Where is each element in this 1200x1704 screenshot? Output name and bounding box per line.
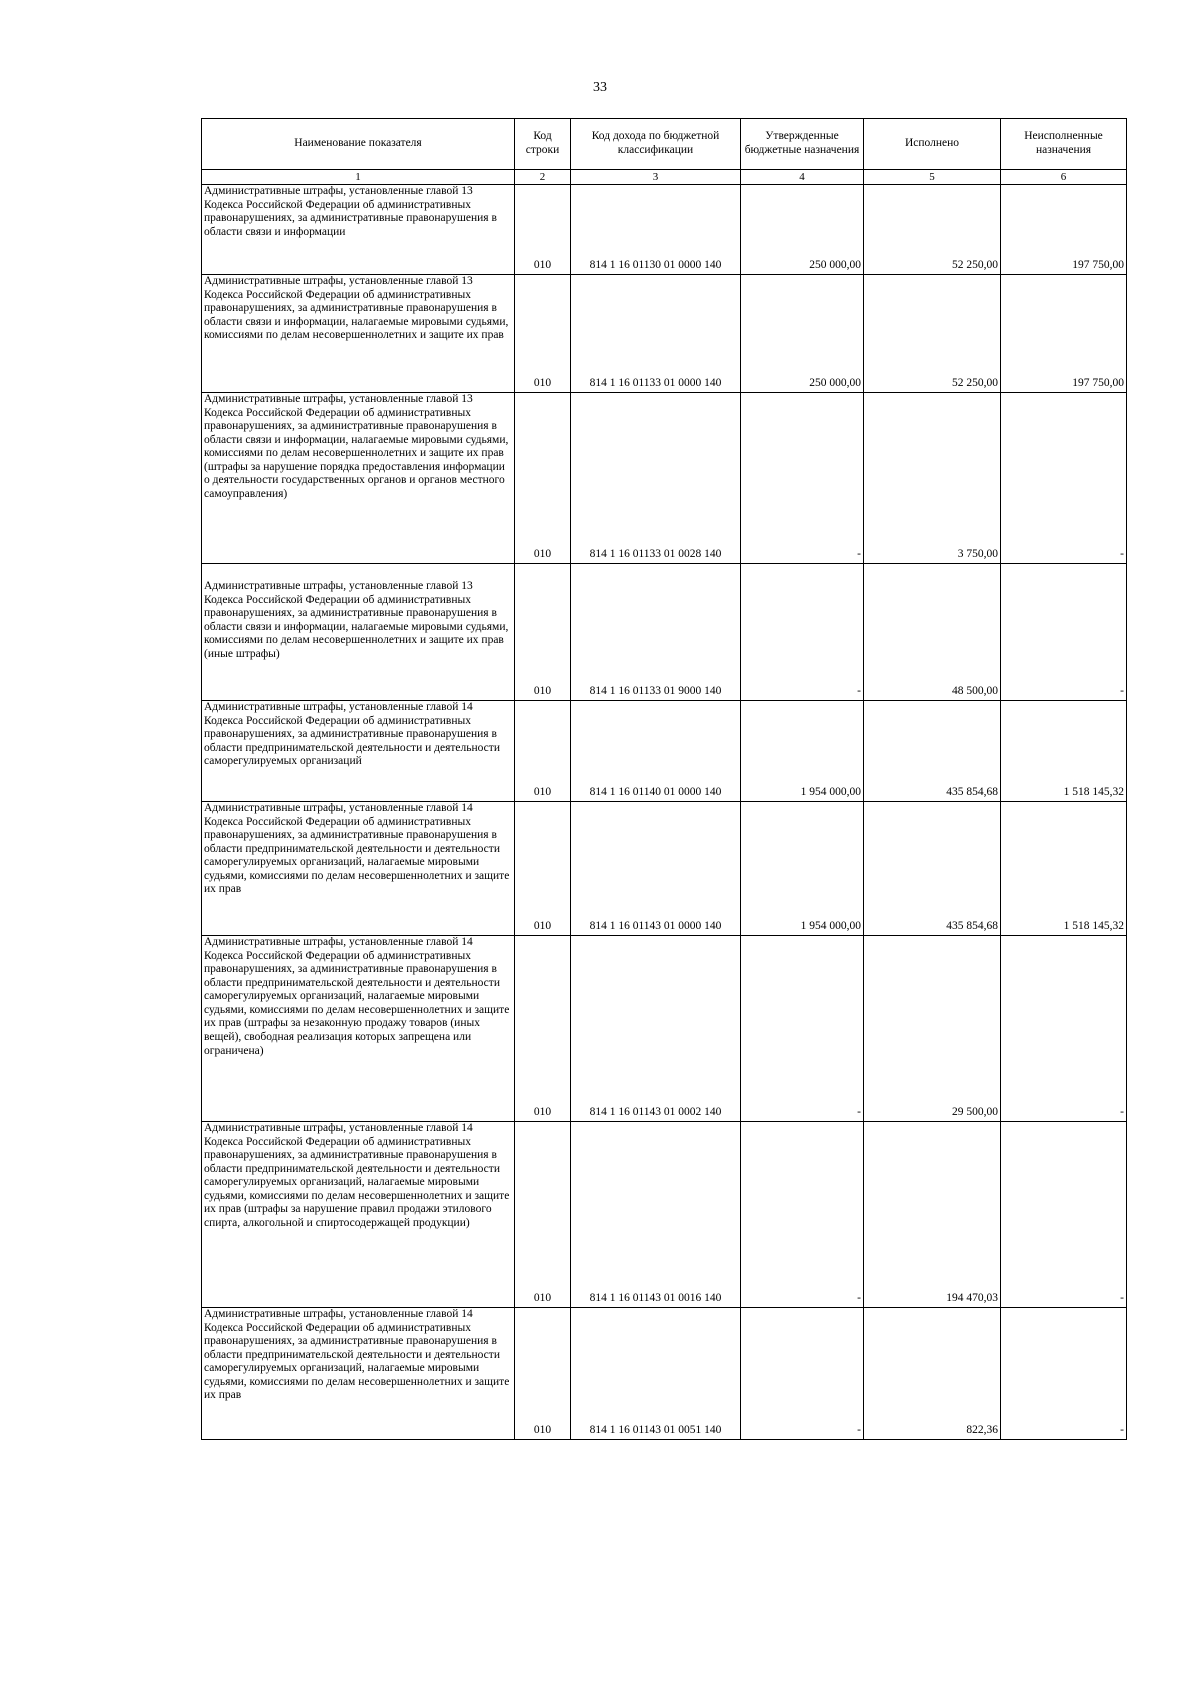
row-income-code: 814 1 16 01133 01 9000 140 [571, 564, 741, 701]
column-number: 1 [202, 170, 515, 185]
row-unexecuted: 197 750,00 [1001, 185, 1127, 275]
table-row [202, 1122, 1127, 1308]
row-approved: - [741, 393, 864, 564]
row-executed: 435 854,68 [864, 701, 1001, 802]
budget-execution-table [201, 118, 1127, 1440]
header-executed: Исполнено [864, 119, 1001, 170]
row-name: Административные штрафы, установленные главой 14 Кодекса Российской Федерации об административных правонарушениях, за административные правонарушения в области предпринимательской деятельности и деятельности саморегулируемых организаций, налагаемые мировыми судьями, комиссиями по делам несовершеннолетних и защите их прав (штрафы за незаконную продажу товаров (иных вещей), свободная реализация которых запрещена или ограничена) [202, 936, 515, 1122]
row-unexecuted: - [1001, 393, 1127, 564]
header-income-code: Код дохода по бюджетной классификации [571, 119, 741, 170]
row-unexecuted: - [1001, 564, 1127, 701]
column-number: 3 [571, 170, 741, 185]
row-approved: 1 954 000,00 [741, 802, 864, 936]
row-unexecuted: - [1001, 1122, 1127, 1308]
row-name: Административные штрафы, установленные главой 14 Кодекса Российской Федерации об административных правонарушениях, за административные правонарушения в области предпринимательской деятельности и деятельности саморегулируемых организаций, налагаемые мировыми судьями, комиссиями по делам несовершеннолетних и защите их прав [202, 802, 515, 936]
row-income-code: 814 1 16 01143 01 0002 140 [571, 936, 741, 1122]
row-income-code: 814 1 16 01143 01 0051 140 [571, 1308, 741, 1440]
row-income-code: 814 1 16 01143 01 0016 140 [571, 1122, 741, 1308]
table-row [202, 185, 1127, 275]
row-code: 010 [515, 802, 571, 936]
row-name: Административные штрафы, установленные главой 14 Кодекса Российской Федерации об административных правонарушениях, за административные правонарушения в области предпринимательской деятельности и деятельности саморегулируемых организаций, налагаемые мировыми судьями, комиссиями по делам несовершеннолетних и защите их прав (штрафы за нарушение правил продажи этилового спирта, алкогольной и спиртосодержащей продукции) [202, 1122, 515, 1308]
row-name: Административные штрафы, установленные главой 13 Кодекса Российской Федерации об административных правонарушениях, за административные правонарушения в области связи и информации, налагаемые мировыми судьями, комиссиями по делам несовершеннолетних и защите их прав (штрафы за нарушение порядка предоставления информации о деятельности государственных органов и органов местного самоуправления) [202, 393, 515, 564]
row-approved: - [741, 1308, 864, 1440]
row-unexecuted: 197 750,00 [1001, 275, 1127, 393]
row-income-code: 814 1 16 01133 01 0000 140 [571, 275, 741, 393]
row-approved: 1 954 000,00 [741, 701, 864, 802]
table-row [202, 701, 1127, 802]
row-approved: 250 000,00 [741, 275, 864, 393]
row-name: Административные штрафы, установленные главой 13 Кодекса Российской Федерации об административных правонарушениях, за административные правонарушения в области связи и информации, налагаемые мировыми судьями, комиссиями по делам несовершеннолетних и защите их прав [202, 275, 515, 393]
table-row [202, 802, 1127, 936]
row-name: Административные штрафы, установленные главой 13 Кодекса Российской Федерации об административных правонарушениях, за административные правонарушения в области связи и информации, налагаемые мировыми судьями, комиссиями по делам несовершеннолетних и защите их прав (иные штрафы) [202, 564, 515, 701]
row-name: Административные штрафы, установленные главой 13 Кодекса Российской Федерации об административных правонарушениях, за административные правонарушения в области связи и информации [202, 185, 515, 275]
row-name: Административные штрафы, установленные главой 14 Кодекса Российской Федерации об административных правонарушениях, за административные правонарушения в области предпринимательской деятельности и деятельности саморегулируемых организаций, налагаемые мировыми судьями, комиссиями по делам несовершеннолетних и защите их прав [202, 1308, 515, 1440]
row-income-code: 814 1 16 01143 01 0000 140 [571, 802, 741, 936]
table-row [202, 564, 1127, 701]
row-code: 010 [515, 275, 571, 393]
row-unexecuted: 1 518 145,32 [1001, 701, 1127, 802]
row-executed: 435 854,68 [864, 802, 1001, 936]
row-approved: - [741, 936, 864, 1122]
column-number-row [202, 170, 1127, 185]
table-row [202, 1308, 1127, 1440]
row-code: 010 [515, 936, 571, 1122]
header-row-code: Код строки [515, 119, 571, 170]
row-income-code: 814 1 16 01140 01 0000 140 [571, 701, 741, 802]
column-number: 2 [515, 170, 571, 185]
row-unexecuted: - [1001, 1308, 1127, 1440]
header-approved: Утвержденные бюджетные назначения [741, 119, 864, 170]
row-approved: - [741, 564, 864, 701]
header-row [202, 119, 1127, 170]
row-code: 010 [515, 564, 571, 701]
page-number: 33 [593, 80, 607, 95]
row-executed: 194 470,03 [864, 1122, 1001, 1308]
column-number: 4 [741, 170, 864, 185]
header-name: Наименование показателя [202, 119, 515, 170]
row-unexecuted: 1 518 145,32 [1001, 802, 1127, 936]
table-row [202, 275, 1127, 393]
header-unexecuted: Неисполненные назначения [1001, 119, 1127, 170]
row-unexecuted: - [1001, 936, 1127, 1122]
row-executed: 3 750,00 [864, 393, 1001, 564]
row-code: 010 [515, 185, 571, 275]
row-income-code: 814 1 16 01130 01 0000 140 [571, 185, 741, 275]
row-approved: 250 000,00 [741, 185, 864, 275]
table-row [202, 393, 1127, 564]
row-executed: 822,36 [864, 1308, 1001, 1440]
table-row [202, 936, 1127, 1122]
row-code: 010 [515, 393, 571, 564]
row-executed: 52 250,00 [864, 275, 1001, 393]
row-executed: 48 500,00 [864, 564, 1001, 701]
row-code: 010 [515, 1122, 571, 1308]
row-executed: 52 250,00 [864, 185, 1001, 275]
row-income-code: 814 1 16 01133 01 0028 140 [571, 393, 741, 564]
row-approved: - [741, 1122, 864, 1308]
row-code: 010 [515, 1308, 571, 1440]
column-number: 5 [864, 170, 1001, 185]
row-name: Административные штрафы, установленные главой 14 Кодекса Российской Федерации об административных правонарушениях, за административные правонарушения в области предпринимательской деятельности и деятельности саморегулируемых организаций [202, 701, 515, 802]
column-number: 6 [1001, 170, 1127, 185]
row-executed: 29 500,00 [864, 936, 1001, 1122]
row-code: 010 [515, 701, 571, 802]
